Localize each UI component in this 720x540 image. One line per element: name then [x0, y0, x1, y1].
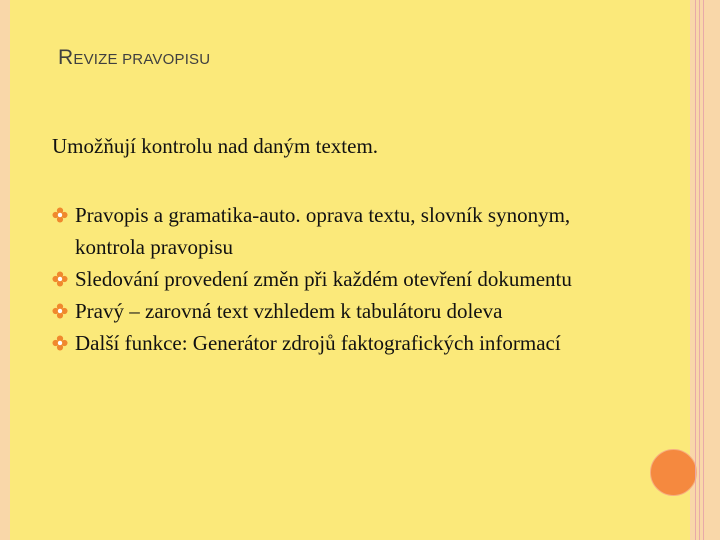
slide-title-rest: EVIZE PRAVOPISU	[73, 51, 211, 68]
flower-bullet-icon	[52, 303, 68, 319]
decorative-vertical-line	[695, 0, 696, 540]
decorative-orange-circle	[650, 449, 697, 496]
decorative-vertical-line	[703, 0, 704, 540]
bullet-text: Pravopis a gramatika-auto. oprava textu, slovník synonym, kontrola pravopisu	[75, 203, 571, 259]
slide-subtitle: Umožňují kontrolu nad daným textem.	[52, 134, 379, 158]
bullet-item	[52, 327, 612, 359]
flower-bullet-icon	[52, 271, 68, 287]
bullet-item	[52, 263, 612, 295]
slide-title-first-letter: R	[58, 46, 74, 69]
bullet-item	[52, 295, 612, 327]
flower-bullet-icon	[52, 335, 68, 351]
slide	[10, 0, 690, 540]
decorative-vertical-line	[699, 0, 700, 540]
slide-title	[58, 46, 210, 70]
bullet-text: Pravý – zarovná text vzhledem k tabulátoru doleva	[75, 299, 503, 323]
bullet-text: Sledování provedení změn při každém otevření dokumentu	[75, 267, 572, 291]
bullet-text: Další funkce: Generátor zdrojů faktografických informací	[75, 331, 561, 355]
flower-bullet-icon	[52, 207, 68, 223]
bullet-list	[52, 199, 612, 359]
bullet-item	[52, 199, 612, 263]
